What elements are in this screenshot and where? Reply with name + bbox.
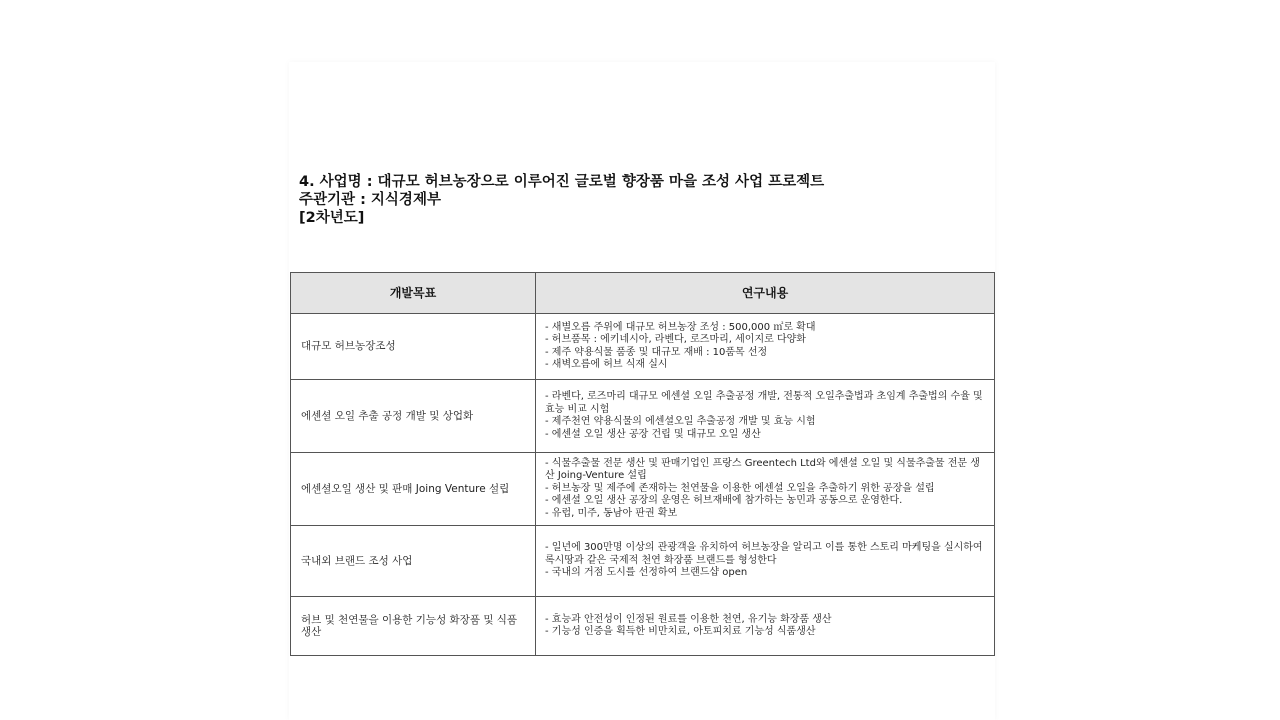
- table-header-row: [291, 273, 995, 314]
- content-cell: [536, 314, 995, 380]
- goal-cell: 대규모 허브농장조성: [291, 314, 536, 380]
- content-line: - 새별오름 주위에 대규모 허브농장 조성 : 500,000 ㎡로 확대: [545, 321, 816, 333]
- content-line: - 라벤다, 로즈마리 대규모 에센셜 오일 추출공정 개발, 전통적 오일추출법과 초임계 추출법의 수율 및 효능 비교 시험: [545, 391, 983, 415]
- organizer-line: 주관기관 : 지식경제부: [299, 192, 441, 208]
- content-cell: [536, 380, 995, 453]
- content-line: - 국내의 거점 도시를 선정하여 브랜드샵 open: [545, 567, 748, 579]
- document-heading: [299, 173, 979, 227]
- research-plan-table: [290, 272, 995, 656]
- goal-cell: 국내외 브랜드 조성 사업: [291, 526, 536, 597]
- content-line: - 에센셜 오일 생산 공장의 운영은 허브재배에 참가하는 농민과 공동으로 운영한다.: [545, 495, 903, 507]
- header-goal: 개발목표: [291, 273, 536, 314]
- content-cell: [536, 526, 995, 597]
- content-line: - 일년에 300만명 이상의 관광객을 유치하여 허브농장을 알리고 이를 통한 스토리 마케팅을 실시하여 록시땅과 같은 국제적 천연 화장품 브랜드를 형성한다: [545, 542, 983, 566]
- content-cell: [536, 453, 995, 526]
- table-row: [291, 526, 995, 597]
- content-line: - 허브농장 및 제주에 존재하는 천연물을 이용한 에센셜 오일을 추출하기 위한 공장을 설립: [545, 482, 935, 494]
- table-row: [291, 380, 995, 453]
- content-line: - 기능성 인증을 획득한 비만치료, 아토피치료 기능성 식품생산: [545, 626, 816, 637]
- content-line: - 제주 약용식물 품종 및 대규모 재배 : 10품목 선정: [545, 346, 768, 358]
- content-line: - 에센셜 오일 생산 공장 건립 및 대규모 오일 생산: [545, 428, 761, 440]
- content-line: - 제주천연 약용식물의 에센셜오일 추출공정 개발 및 효능 시험: [545, 416, 816, 427]
- project-title: 4. 사업명 : 대규모 허브농장으로 이루어진 글로벌 향장품 마을 조성 사업 프로젝트: [299, 174, 825, 190]
- content-line: - 새벽오름에 허브 식재 실시: [545, 359, 668, 370]
- goal-cell: 에센셜 오일 추출 공정 개발 및 상업화: [291, 380, 536, 453]
- year-label: [2차년도]: [299, 210, 365, 226]
- content-line: - 효능과 안전성이 인정된 원료를 이용한 천연, 유기능 화장품 생산: [545, 613, 832, 625]
- table-row: [291, 314, 995, 380]
- table-row: [291, 453, 995, 526]
- goal-cell: 허브 및 천연물을 이용한 기능성 화장품 및 식품생산: [291, 597, 536, 656]
- header-content: 연구내용: [536, 273, 995, 314]
- content-cell: [536, 597, 995, 656]
- goal-cell: 에센셜오일 생산 및 판매 Joing Venture 설립: [291, 453, 536, 526]
- table-row: [291, 597, 995, 656]
- content-line: - 식물추출물 전문 생산 및 판매기업인 프랑스 Greentech Ltd와 에센셜 오일 및 식물추출물 전문 생산 Joing-Venture 설립: [545, 457, 980, 482]
- content-line: - 유럽, 미주, 동남아 판권 확보: [545, 507, 678, 519]
- content-line: - 허브품목 : 에키네시아, 라벤다, 로즈마리, 세이지로 다양화: [545, 334, 806, 345]
